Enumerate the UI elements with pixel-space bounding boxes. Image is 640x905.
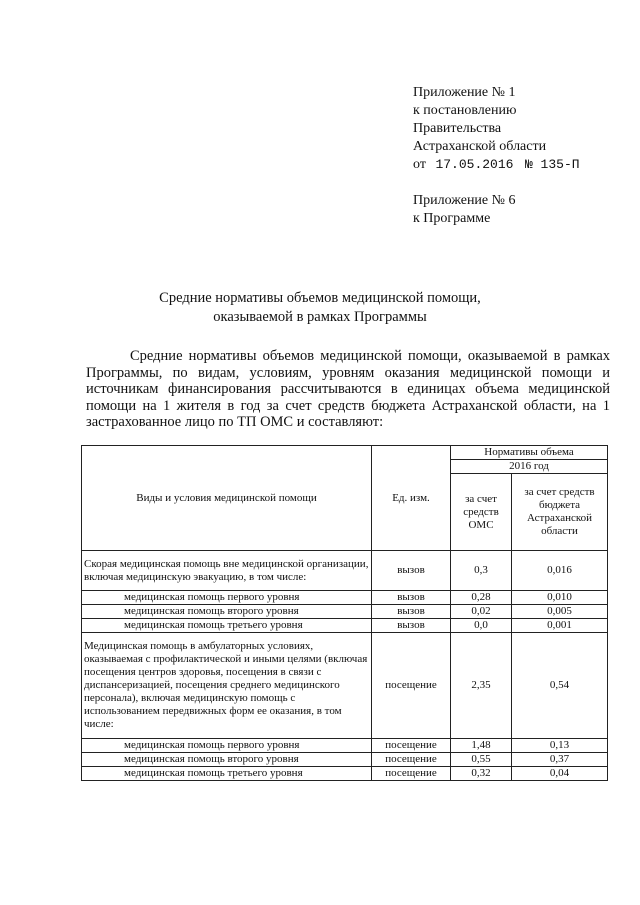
row-oms: 1,48 (451, 739, 512, 753)
row-oms: 0,0 (451, 619, 512, 633)
header-budget: за счет средств бюджета Астраханской области (512, 474, 608, 551)
appendix-header (413, 84, 580, 228)
row-budget: 0,005 (512, 605, 608, 619)
row-name: медицинская помощь второго уровня (82, 753, 372, 767)
intro-paragraph: Средние нормативы объемов медицинской помощи, оказываемой в рамках Программы, по видам, условиям, уровням оказания медицинской помощи и источникам финансирования рассчитываются в единицах объема медицинской помощи на 1 жителя в год за счет средств бюджета Астраханской области, на 1 застрахованное лицо по ТП ОМС и составляют: (86, 348, 610, 430)
row-name: Медицинская помощь в амбулаторных условиях, оказываемая с профилактической и иными целями (включая посещения центров здоровья, посещения в связи с диспансеризацией, посещения среднего медицинского персонала), включая медицинскую помощь с использованием передвижных форм ее оказания, в том числе: (82, 633, 372, 739)
table-row (82, 767, 608, 781)
row-oms: 0,3 (451, 551, 512, 591)
row-budget: 0,13 (512, 739, 608, 753)
page-title (0, 289, 640, 327)
resolution-date-line (413, 156, 580, 174)
date-prefix: от (413, 157, 426, 172)
table-row (82, 619, 608, 633)
row-unit: вызов (372, 591, 451, 605)
row-name: медицинская помощь третьего уровня (82, 619, 372, 633)
header-year: 2016 год (451, 460, 608, 474)
title-line-1: Средние нормативы объемов медицинской помощи, (159, 290, 481, 306)
row-name: Скорая медицинская помощь вне медицинской организации, включая медицинскую эвакуацию, в том числе: (82, 551, 372, 591)
region-ref: Астраханской области (413, 139, 547, 154)
row-unit: посещение (372, 739, 451, 753)
table-row (82, 605, 608, 619)
header-oms: за счет средств ОМС (451, 474, 512, 551)
resolution-ref: к постановлению (413, 103, 517, 118)
row-name: медицинская помощь первого уровня (82, 591, 372, 605)
table-row (82, 591, 608, 605)
row-budget: 0,001 (512, 619, 608, 633)
row-budget: 0,04 (512, 767, 608, 781)
row-oms: 0,55 (451, 753, 512, 767)
title-line-2: оказываемой в рамках Программы (213, 309, 427, 325)
row-name: медицинская помощь второго уровня (82, 605, 372, 619)
row-unit: посещение (372, 753, 451, 767)
row-budget: 0,010 (512, 591, 608, 605)
header-types: Виды и условия медицинской помощи (82, 446, 372, 551)
row-unit: вызов (372, 551, 451, 591)
row-budget: 0,016 (512, 551, 608, 591)
row-oms: 0,02 (451, 605, 512, 619)
government-ref: Правительства (413, 121, 502, 136)
row-name: медицинская помощь первого уровня (82, 739, 372, 753)
row-name: медицинская помощь третьего уровня (82, 767, 372, 781)
appendix-number: Приложение № 1 (413, 85, 516, 100)
program-appendix-number: Приложение № 6 (413, 193, 516, 208)
table-row (82, 739, 608, 753)
resolution-date: 17.05.2016 (435, 157, 514, 172)
row-unit: вызов (372, 605, 451, 619)
row-unit: посещение (372, 767, 451, 781)
row-budget: 0,37 (512, 753, 608, 767)
row-unit: вызов (372, 619, 451, 633)
table-row (82, 633, 608, 739)
header-unit: Ед. изм. (372, 446, 451, 551)
row-oms: 2,35 (451, 633, 512, 739)
row-oms: 0,28 (451, 591, 512, 605)
table-row (82, 551, 608, 591)
resolution-number: № 135-П (524, 157, 580, 172)
program-ref: к Программе (413, 211, 491, 226)
row-oms: 0,32 (451, 767, 512, 781)
header-norms: Нормативы объема (451, 446, 608, 460)
norms-table (81, 445, 608, 781)
row-budget: 0,54 (512, 633, 608, 739)
table-row (82, 753, 608, 767)
row-unit: посещение (372, 633, 451, 739)
